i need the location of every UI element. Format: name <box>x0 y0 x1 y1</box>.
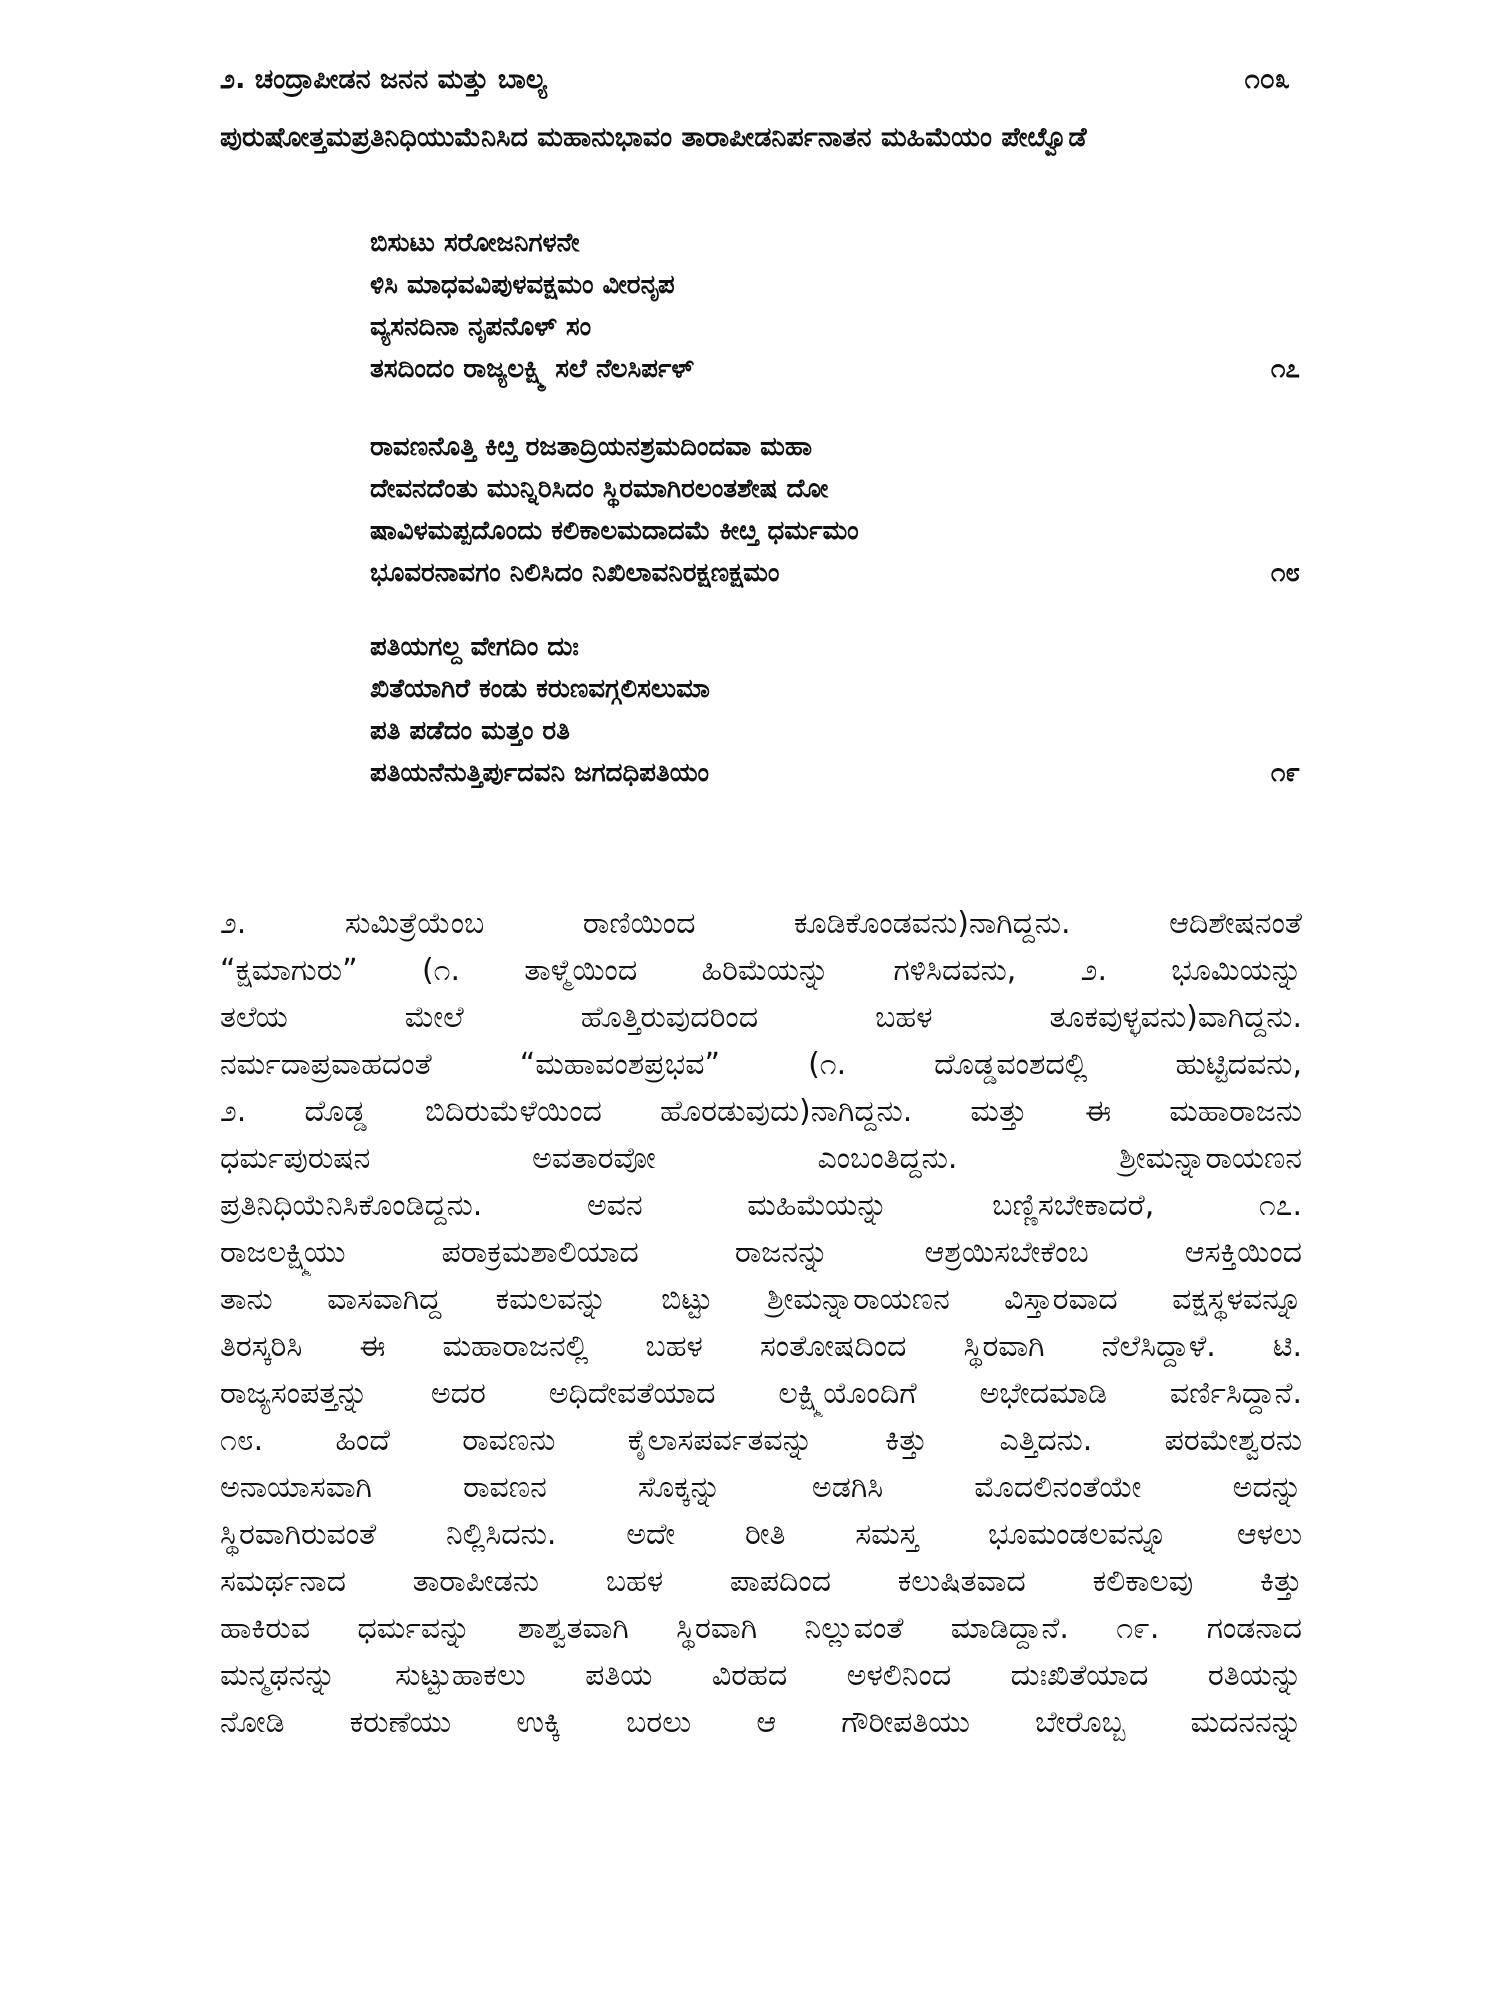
commentary-line: ತಾನು ವಾಸವಾಗಿದ್ದ ಕಮಲವನ್ನು ಬಿಟ್ಟು ಶ್ರೀಮನ್ನಾರಾಯಣನ ವಿಸ್ತಾರವಾದ ವಕ್ಷಸ್ಥಳವನ್ನೂ <box>220 1282 1302 1317</box>
verse-line: ಖಿತೆಯಾಗಿರೆ ಕಂಡು ಕರುಣವಗ್ಗಲಿಸಲುಮಾ <box>370 674 710 704</box>
verse-line: ಬಿಸುಟು ಸರೋಜನಿಗಳನೇ <box>370 228 580 258</box>
commentary-line: ನೋಡಿ ಕರುಣೆಯು ಉಕ್ಕಿ ಬರಲು ಆ ಗೌರೀಪತಿಯು ಬೇರೊಬ್ಬ ಮದನನನ್ನು <box>220 1705 1302 1740</box>
commentary-line: “ಕ್ಷಮಾಗುರು” (೧. ತಾಳ್ಮೆಯಿಂದ ಹಿರಿಮೆಯನ್ನು ಗಳಿಸಿದವನು, ೨. ಭೂಮಿಯನ್ನು <box>220 953 1302 988</box>
verse-line: ವ್ಯಸನದಿನಾ ನೃಪನೊಳ್ ಸಂ <box>370 312 592 342</box>
commentary-line: ಪ್ರತಿನಿಧಿಯೆನಿಸಿಕೊಂಡಿದ್ದನು. ಅವನ ಮಹಿಮೆಯನ್ನು ಬಣ್ಣಿಸಬೇಕಾದರೆ, ೧೭. <box>220 1188 1302 1223</box>
commentary-line: ಹಾಕಿರುವ ಧರ್ಮವನ್ನು ಶಾಶ್ವತವಾಗಿ ಸ್ಥಿರವಾಗಿ ನಿಲ್ಲುವಂತೆ ಮಾಡಿದ್ದಾನೆ. ೧೯. ಗಂಡನಾದ <box>220 1611 1302 1646</box>
verse-line: ಪತಿಯಗಲ್ದ ವೇಗದಿಂ ದುಃ <box>370 632 579 662</box>
verse-line: ಪತಿ ಪಡೆದಂ ಮತ್ತಂ ರತಿ <box>370 716 570 746</box>
page-number: ೧೦೩ <box>1244 64 1290 95</box>
verse-line: ಪತಿಯನೆನುತ್ತಿರ್ಪುದವನಿ ಜಗದಧಿಪತಿಯಂ <box>370 758 710 788</box>
verse-19 <box>370 626 1300 794</box>
commentary-line: ೧೮. ಹಿಂದೆ ರಾವಣನು ಕೈಲಾಸಪರ್ವತವನ್ನು ಕಿತ್ತು ಎತ್ತಿದನು. ಪರಮೇಶ್ವರನು <box>220 1423 1302 1458</box>
commentary-line: ಧರ್ಮಪುರುಷನ ಅವತಾರವೋ ಎಂಬಂತಿದ್ದನು. ಶ್ರೀಮನ್ನಾರಾಯಣನ <box>220 1141 1302 1176</box>
verse-18 <box>370 426 1300 594</box>
verse-line: ಷಾವಿಳಮಪ್ಪದೊಂದು ಕಲಿಕಾಲಮದಾದಮೆ ಕೀೞ್ತ ಧರ್ಮಮಂ <box>370 516 859 546</box>
verse-line: ರಾವಣನೊತ್ತಿ ಕಿೞ್ತ ರಜತಾದ್ರಿಯನಶ್ರಮದಿಂದವಾ ಮಹಾ <box>370 432 813 462</box>
commentary-line: ಅನಾಯಾಸವಾಗಿ ರಾವಣನ ಸೊಕ್ಕನ್ನು ಅಡಗಿಸಿ ಮೊದಲಿನಂತೆಯೇ ಅದನ್ನು <box>220 1470 1302 1505</box>
verse-number: ೧೯ <box>1270 758 1300 788</box>
commentary-prose <box>220 900 1302 1746</box>
chapter-title: ೨. ಚಂದ್ರಾಪೀಡನ ಜನನ ಮತ್ತು ಬಾಲ್ಯ <box>220 64 548 95</box>
verse-17 <box>370 222 1300 390</box>
intro-prose: ಪುರುಷೋತ್ತಮಪ್ರತಿನಿಧಿಯುಮೆನಿಸಿದ ಮಹಾನುಭಾವಂ ತಾರಾಪೀಡನಿರ್ಪನಾತನ ಮಹಿಮೆಯಂ ಪೇೞ್ವೊಡೆ <box>220 122 1087 153</box>
commentary-line: ನರ್ಮದಾಪ್ರವಾಹದಂತೆ “ಮಹಾವಂಶಪ್ರಭವ” (೧. ದೊಡ್ಡವಂಶದಲ್ಲಿ ಹುಟ್ಟಿದವನು, <box>220 1047 1302 1082</box>
commentary-line: ತಿರಸ್ಕರಿಸಿ ಈ ಮಹಾರಾಜನಲ್ಲಿ ಬಹಳ ಸಂತೋಷದಿಂದ ಸ್ಥಿರವಾಗಿ ನೆಲೆಸಿದ್ದಾಳೆ. ಟಿ. <box>220 1329 1302 1364</box>
verse-line: ದೇವನದೆಂತು ಮುನ್ನಿರಿಸಿದಂ ಸ್ಥಿರಮಾಗಿರಲಂತಶೇಷ ದೋ <box>370 474 829 504</box>
commentary-line: ಸಮರ್ಥನಾದ ತಾರಾಪೀಡನು ಬಹಳ ಪಾಪದಿಂದ ಕಲುಷಿತವಾದ ಕಲಿಕಾಲವು ಕಿತ್ತು <box>220 1564 1302 1599</box>
verse-number: ೧೭ <box>1270 354 1300 384</box>
verse-number: ೧೮ <box>1270 558 1300 588</box>
commentary-line: ಮನ್ಮಥನನ್ನು ಸುಟ್ಟುಹಾಕಲು ಪತಿಯ ವಿರಹದ ಅಳಲಿನಿಂದ ದುಃಖಿತೆಯಾದ ರತಿಯನ್ನು <box>220 1658 1302 1693</box>
commentary-line: ೨. ದೊಡ್ಡ ಬಿದಿರುಮೆಳೆಯಿಂದ ಹೊರಡುವುದು)ನಾಗಿದ್ದನು. ಮತ್ತು ಈ ಮಹಾರಾಜನು <box>220 1094 1302 1129</box>
commentary-line: ರಾಜ್ಯಸಂಪತ್ತನ್ನು ಅದರ ಅಧಿದೇವತೆಯಾದ ಲಕ್ಷ್ಮಿಯೊಂದಿಗೆ ಅಭೇದಮಾಡಿ ವರ್ಣಿಸಿದ್ದಾನೆ. <box>220 1376 1302 1411</box>
verse-line: ಭೂವರನಾವಗಂ ನಿಲಿಸಿದಂ ನಿಖಿಲಾವನಿರಕ್ಷಣಕ್ಷಮಂ <box>370 558 780 588</box>
running-header <box>220 64 1290 104</box>
commentary-line: ೨. ಸುಮಿತ್ರೆಯೆಂಬ ರಾಣಿಯಿಂದ ಕೂಡಿಕೊಂಡವನು)ನಾಗಿದ್ದನು. ಆದಿಶೇಷನಂತೆ <box>220 906 1302 941</box>
verse-line: ತಸದಿಂದಂ ರಾಜ್ಯಲಕ್ಷ್ಮಿ ಸಲೆ ನೆಲಸಿರ್ಪಳ್ <box>370 354 694 384</box>
verse-line: ಳಿಸಿ ಮಾಧವವಿಪುಳವಕ್ಷಮಂ ವೀರನೃಪ <box>370 270 675 300</box>
commentary-line: ತಲೆಯ ಮೇಲೆ ಹೊತ್ತಿರುವುದರಿಂದ ಬಹಳ ತೂಕವುಳ್ಳವನು)ವಾಗಿದ್ದನು. <box>220 1000 1302 1035</box>
commentary-line: ಸ್ಥಿರವಾಗಿರುವಂತೆ ನಿಲ್ಲಿಸಿದನು. ಅದೇ ರೀತಿ ಸಮಸ್ತ ಭೂಮಂಡಲವನ್ನೂ ಆಳಲು <box>220 1517 1302 1552</box>
commentary-line: ರಾಜಲಕ್ಷ್ಮಿಯು ಪರಾಕ್ರಮಶಾಲಿಯಾದ ರಾಜನನ್ನು ಆಶ್ರಯಿಸಬೇಕೆಂಬ ಆಸಕ್ತಿಯಿಂದ <box>220 1235 1302 1270</box>
